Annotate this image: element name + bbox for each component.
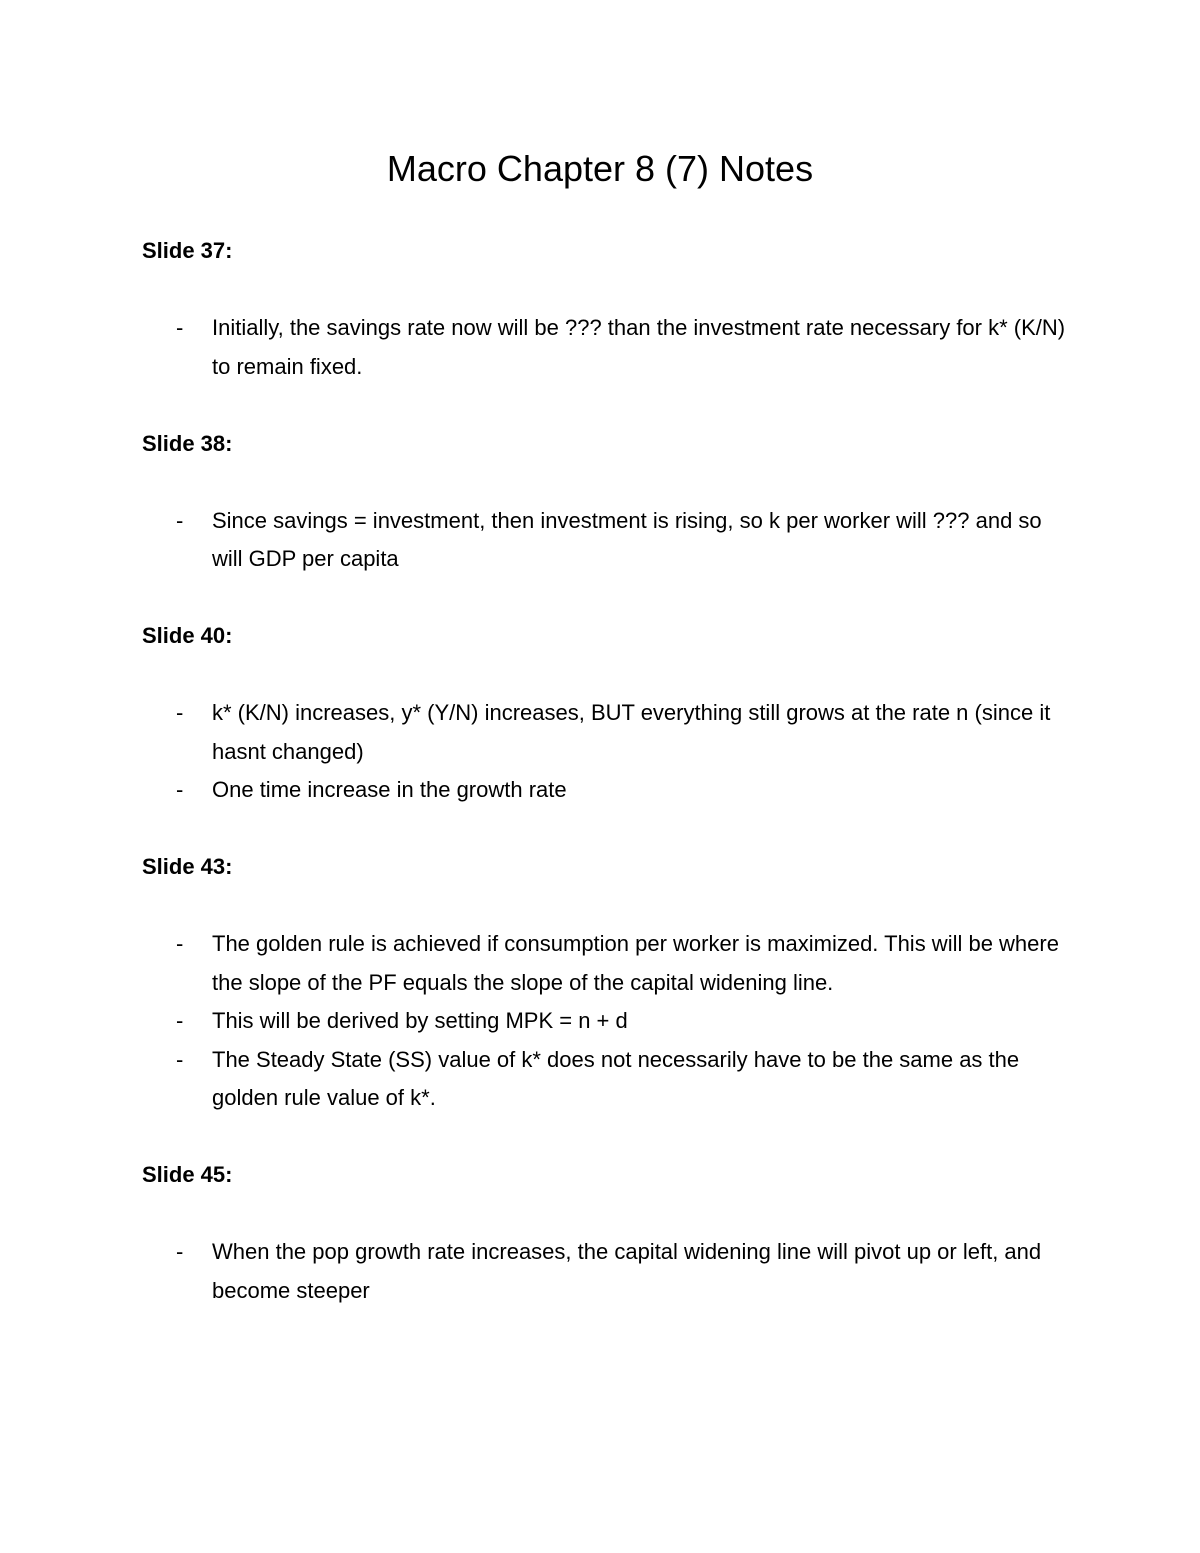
bullet-item	[142, 502, 1072, 579]
section-slide-43	[142, 848, 1072, 1118]
bullet-item	[142, 1002, 1072, 1041]
notes-content	[142, 232, 1072, 1310]
bullet-text: One time increase in the growth rate	[212, 777, 567, 802]
slide-heading: Slide 43:	[142, 854, 233, 879]
dash-marker: -	[176, 1046, 184, 1072]
slide-heading: Slide 38:	[142, 430, 233, 456]
bullet-item	[142, 1041, 1072, 1118]
bullet-text: Initially, the savings rate now will be ??? than the investment rate necessary for k* (K/N) to remain fixed.	[212, 315, 1066, 379]
bullet-text: When the pop growth rate increases, the capital widening line will pivot up or left, and become steeper	[212, 1239, 1042, 1303]
bullet-list	[142, 309, 1072, 386]
section-slide-37	[142, 232, 1072, 386]
section-slide-38	[142, 425, 1072, 579]
page-title: Macro Chapter 8 (7) Notes	[386, 148, 814, 189]
bullet-list	[142, 694, 1072, 810]
bullet-text: The Steady State (SS) value of k* does not necessarily have to be the same as the golden rule value of k*.	[212, 1046, 1020, 1110]
bullet-item	[142, 771, 1072, 810]
dash-marker: -	[176, 777, 184, 802]
bullet-item	[142, 694, 1072, 771]
bullet-item	[142, 925, 1072, 1002]
section-slide-45	[142, 1156, 1072, 1310]
slide-heading: Slide 40:	[142, 623, 233, 648]
bullet-text: The golden rule is achieved if consumption per worker is maximized. This will be where the slope of the PF equals the slope of the capital widening line.	[212, 931, 1059, 995]
bullet-text: This will be derived by setting MPK = n + d	[212, 1008, 628, 1033]
bullet-text: k* (K/N) increases, y* (Y/N) increases, BUT everything still grows at the rate n (since it hasnt changed)	[212, 700, 1051, 764]
dash-marker: -	[176, 700, 184, 725]
bullet-text: Since savings = investment, then investment is rising, so k per worker will ??? and so will GDP per capita	[212, 507, 1042, 571]
dash-marker: -	[176, 507, 184, 533]
bullet-item	[142, 1233, 1072, 1310]
bullet-item	[142, 309, 1072, 386]
dash-marker: -	[176, 1239, 184, 1264]
slide-heading: Slide 45:	[142, 1162, 233, 1187]
section-slide-40	[142, 617, 1072, 810]
dash-marker: -	[176, 931, 184, 956]
dash-marker: -	[176, 315, 184, 340]
slide-heading: Slide 37:	[142, 238, 233, 263]
bullet-list	[142, 1233, 1072, 1310]
bullet-list	[142, 502, 1072, 579]
dash-marker: -	[176, 1008, 184, 1033]
bullet-list	[142, 925, 1072, 1118]
